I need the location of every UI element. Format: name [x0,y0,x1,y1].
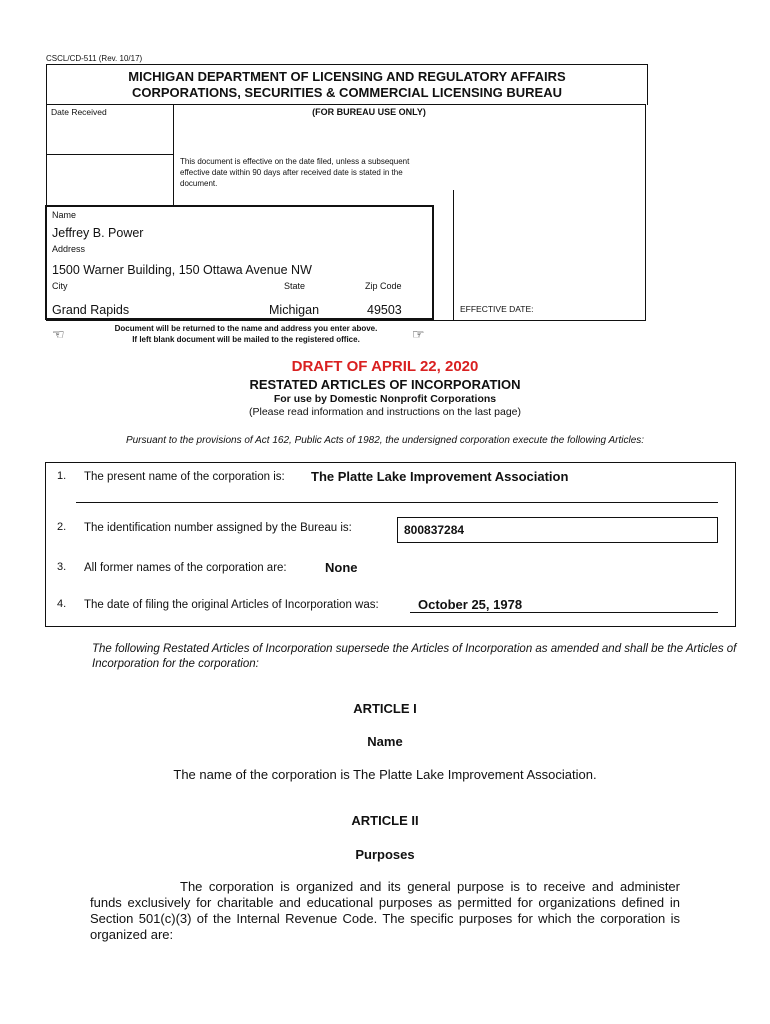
underline [76,502,718,503]
header-line-1: MICHIGAN DEPARTMENT OF LICENSING AND REGULATORY AFFAIRS [128,69,566,84]
return-note-line-2: If left blank document will be mailed to the registered office. [132,335,360,344]
document-subtitle: For use by Domestic Nonprofit Corporations [273,393,497,405]
name-field[interactable]: Jeffrey B. Power [52,226,144,240]
draft-date: DRAFT OF APRIL 22, 2020 [291,358,479,375]
original-filing-date-field[interactable]: October 25, 1978 [418,597,523,612]
article-2-text-body: The corporation is organized and its general purpose is to receive and administer funds exclusively for charitable and educational purposes as permitted for organizations defined in Section 501(c)(3) of the Internal Revenue Code. The specific purposes for which the corporation is organized are: [90,879,680,942]
identification-number-value: 800837284 [404,523,465,537]
agency-header [46,64,648,105]
date-received-label: Date Received [51,107,107,117]
date-received-box [46,104,174,155]
pursuant-statement: Pursuant to the provisions of Act 162, Public Acts of 1982, the undersigned corporation execute the following Articles: [125,435,645,446]
hand-pointer-icon: ☜ [52,326,65,342]
document-title: RESTATED ARTICLES OF INCORPORATION [249,377,521,392]
article-1-heading: ARTICLE I [353,701,417,716]
item-label: All former names of the corporation are: [84,562,287,574]
return-address-box [45,205,434,320]
instructions-note: (Please read information and instructions on the last page) [249,406,521,418]
item-number: 3. [57,561,67,573]
city-label: City [52,281,68,291]
form-code: CSCL/CD-511 (Rev. 10/17) [46,54,143,63]
zip-field[interactable]: 49503 [367,303,402,317]
underline [410,612,718,613]
supersede-statement: The following Restated Articles of Incorporation supersede the Articles of Incorporation as amended and shall be the Articles of Incorporation for the corporation: [92,643,737,670]
effective-note: This document is effective on the date filed, unless a subsequent effective date within 90 days after received date is stated in the document. [180,157,410,188]
city-field[interactable]: Grand Rapids [52,303,130,317]
header-line-2: CORPORATIONS, SECURITIES & COMMERCIAL LICENSING BUREAU [132,85,562,100]
address-field[interactable]: 1500 Warner Building, 150 Ottawa Avenue NW [52,263,312,277]
return-note-line-1: Document will be returned to the name and address you enter above. [114,324,378,333]
article-1-text: The name of the corporation is The Platte Lake Improvement Association. [173,767,597,782]
address-label: Address [52,244,86,254]
state-field[interactable]: Michigan [269,303,320,317]
item-label: The present name of the corporation is: [84,471,285,483]
former-names-field[interactable]: None [325,560,358,575]
item-number: 2. [57,521,67,533]
effective-date-label: EFFECTIVE DATE: [460,304,534,314]
article-1-subheading: Name [367,734,403,749]
article-2-subheading: Purposes [355,847,415,862]
divider [453,190,454,321]
item-number: 4. [57,598,67,610]
state-label: State [284,281,306,291]
zip-label: Zip Code [365,281,402,291]
return-note [96,323,396,345]
item-number: 1. [57,470,67,482]
bureau-use-label: (FOR BUREAU USE ONLY) [312,107,426,117]
name-label: Name [52,210,77,220]
item-label: The identification number assigned by the Bureau is: [84,522,352,534]
item-label: The date of filing the original Articles of Incorporation was: [84,599,379,611]
hand-pointer-icon: ☞ [412,326,425,342]
article-2-text [90,879,680,943]
date-received-lower [46,155,174,205]
corporation-name-field[interactable]: The Platte Lake Improvement Association [311,469,569,484]
identification-number-field[interactable] [397,517,718,543]
article-2-heading: ARTICLE II [351,813,419,828]
